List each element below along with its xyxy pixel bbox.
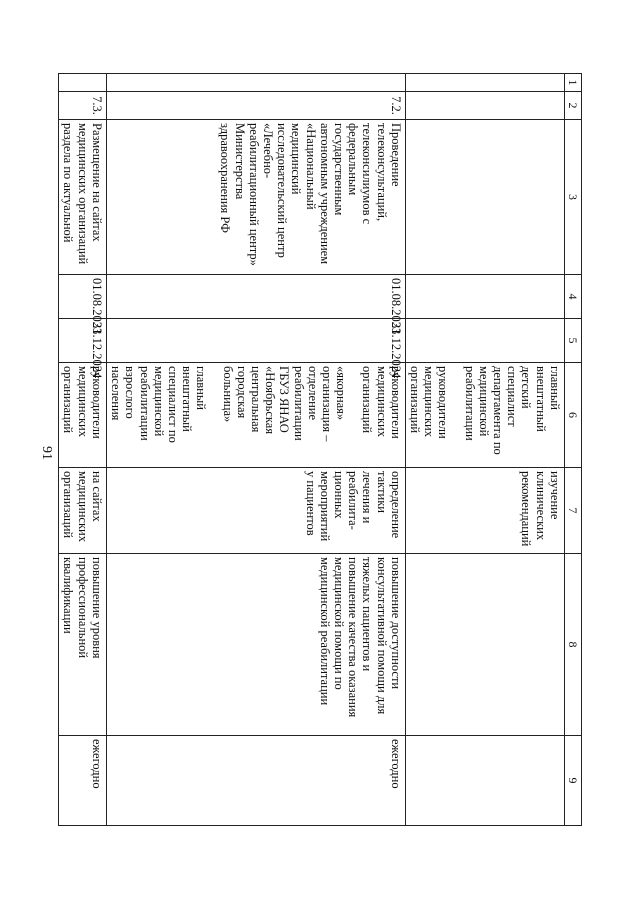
responsible-b: «якорная» организация – отделение реабилитации ГБУЗ ЯНАО «Ноябрьская центральная городская больница» <box>220 366 349 442</box>
rotated-table-container <box>61 73 582 825</box>
measure-name: Проведение телеконсультаций, телеконсилиумов с федеральным государственным автономным учреждением «Национальный медицинский исследовательский центр «Лечебно-реабилитационный центр» Министерства здравоохранения РФ <box>106 120 405 275</box>
table-row-continued <box>405 74 564 826</box>
col-header-4: 4 <box>564 275 581 319</box>
table-row-7-3 <box>59 74 107 826</box>
col-header-9: 9 <box>564 736 581 826</box>
responsible-c: главный внештатный специалист по медицинской реабилитации взрослого населения <box>109 366 209 443</box>
result-cell: повышение уровня профессиональной квалификации <box>59 554 107 736</box>
measure-name: Размещение на сайтах медицинских организаций раздела по актуальной <box>59 120 107 275</box>
table-row-7-2 <box>106 74 405 826</box>
col-header-2: 2 <box>564 92 581 120</box>
col-header-6: 6 <box>564 363 581 468</box>
start-date: 01.08.2023 <box>59 275 107 319</box>
result-cell: повышение доступности консультативной помощи для тяжелых пациентов и повышение качества оказания медицинской помощи по медицинской реабилитации <box>106 554 405 736</box>
end-date: 31.12.2024 <box>106 319 405 363</box>
col-header-7: 7 <box>564 468 581 554</box>
period-cell: ежегодно <box>106 736 405 826</box>
document-table-frame <box>61 73 582 825</box>
responsible-cell: руководители медицинских организаций <box>59 363 107 468</box>
end-date: 31.12.2024 <box>59 319 107 363</box>
period-cell: ежегодно <box>59 736 107 826</box>
start-date: 01.08.2023 <box>106 275 405 319</box>
col-header-8: 8 <box>564 554 581 736</box>
page-number: 91 <box>39 446 54 460</box>
responsible-cell <box>106 363 405 468</box>
col-header-1: 1 <box>564 74 581 92</box>
col-header-3: 3 <box>564 120 581 275</box>
row-number: 7.2. <box>106 92 405 120</box>
action-cell: определение тактики лечения и реабилита-ционных мероприятий у пациентов <box>106 468 405 554</box>
row-number: 7.3. <box>59 92 107 120</box>
col-header-5: 5 <box>564 319 581 363</box>
responsible-a: руководители медицинских организаций <box>360 366 403 439</box>
responsible-text-b: руководители медицинских организаций <box>407 366 451 439</box>
responsible-cell <box>405 363 564 468</box>
responsible-text: главный внештатный детский специалист департамента по медицинской реабилитации <box>462 366 562 455</box>
column-number-row <box>564 74 581 826</box>
measures-table <box>58 73 582 826</box>
action-cell: изучение клинических рекомендаций <box>405 468 564 554</box>
action-cell: на сайтах медицинских организаций <box>59 468 107 554</box>
